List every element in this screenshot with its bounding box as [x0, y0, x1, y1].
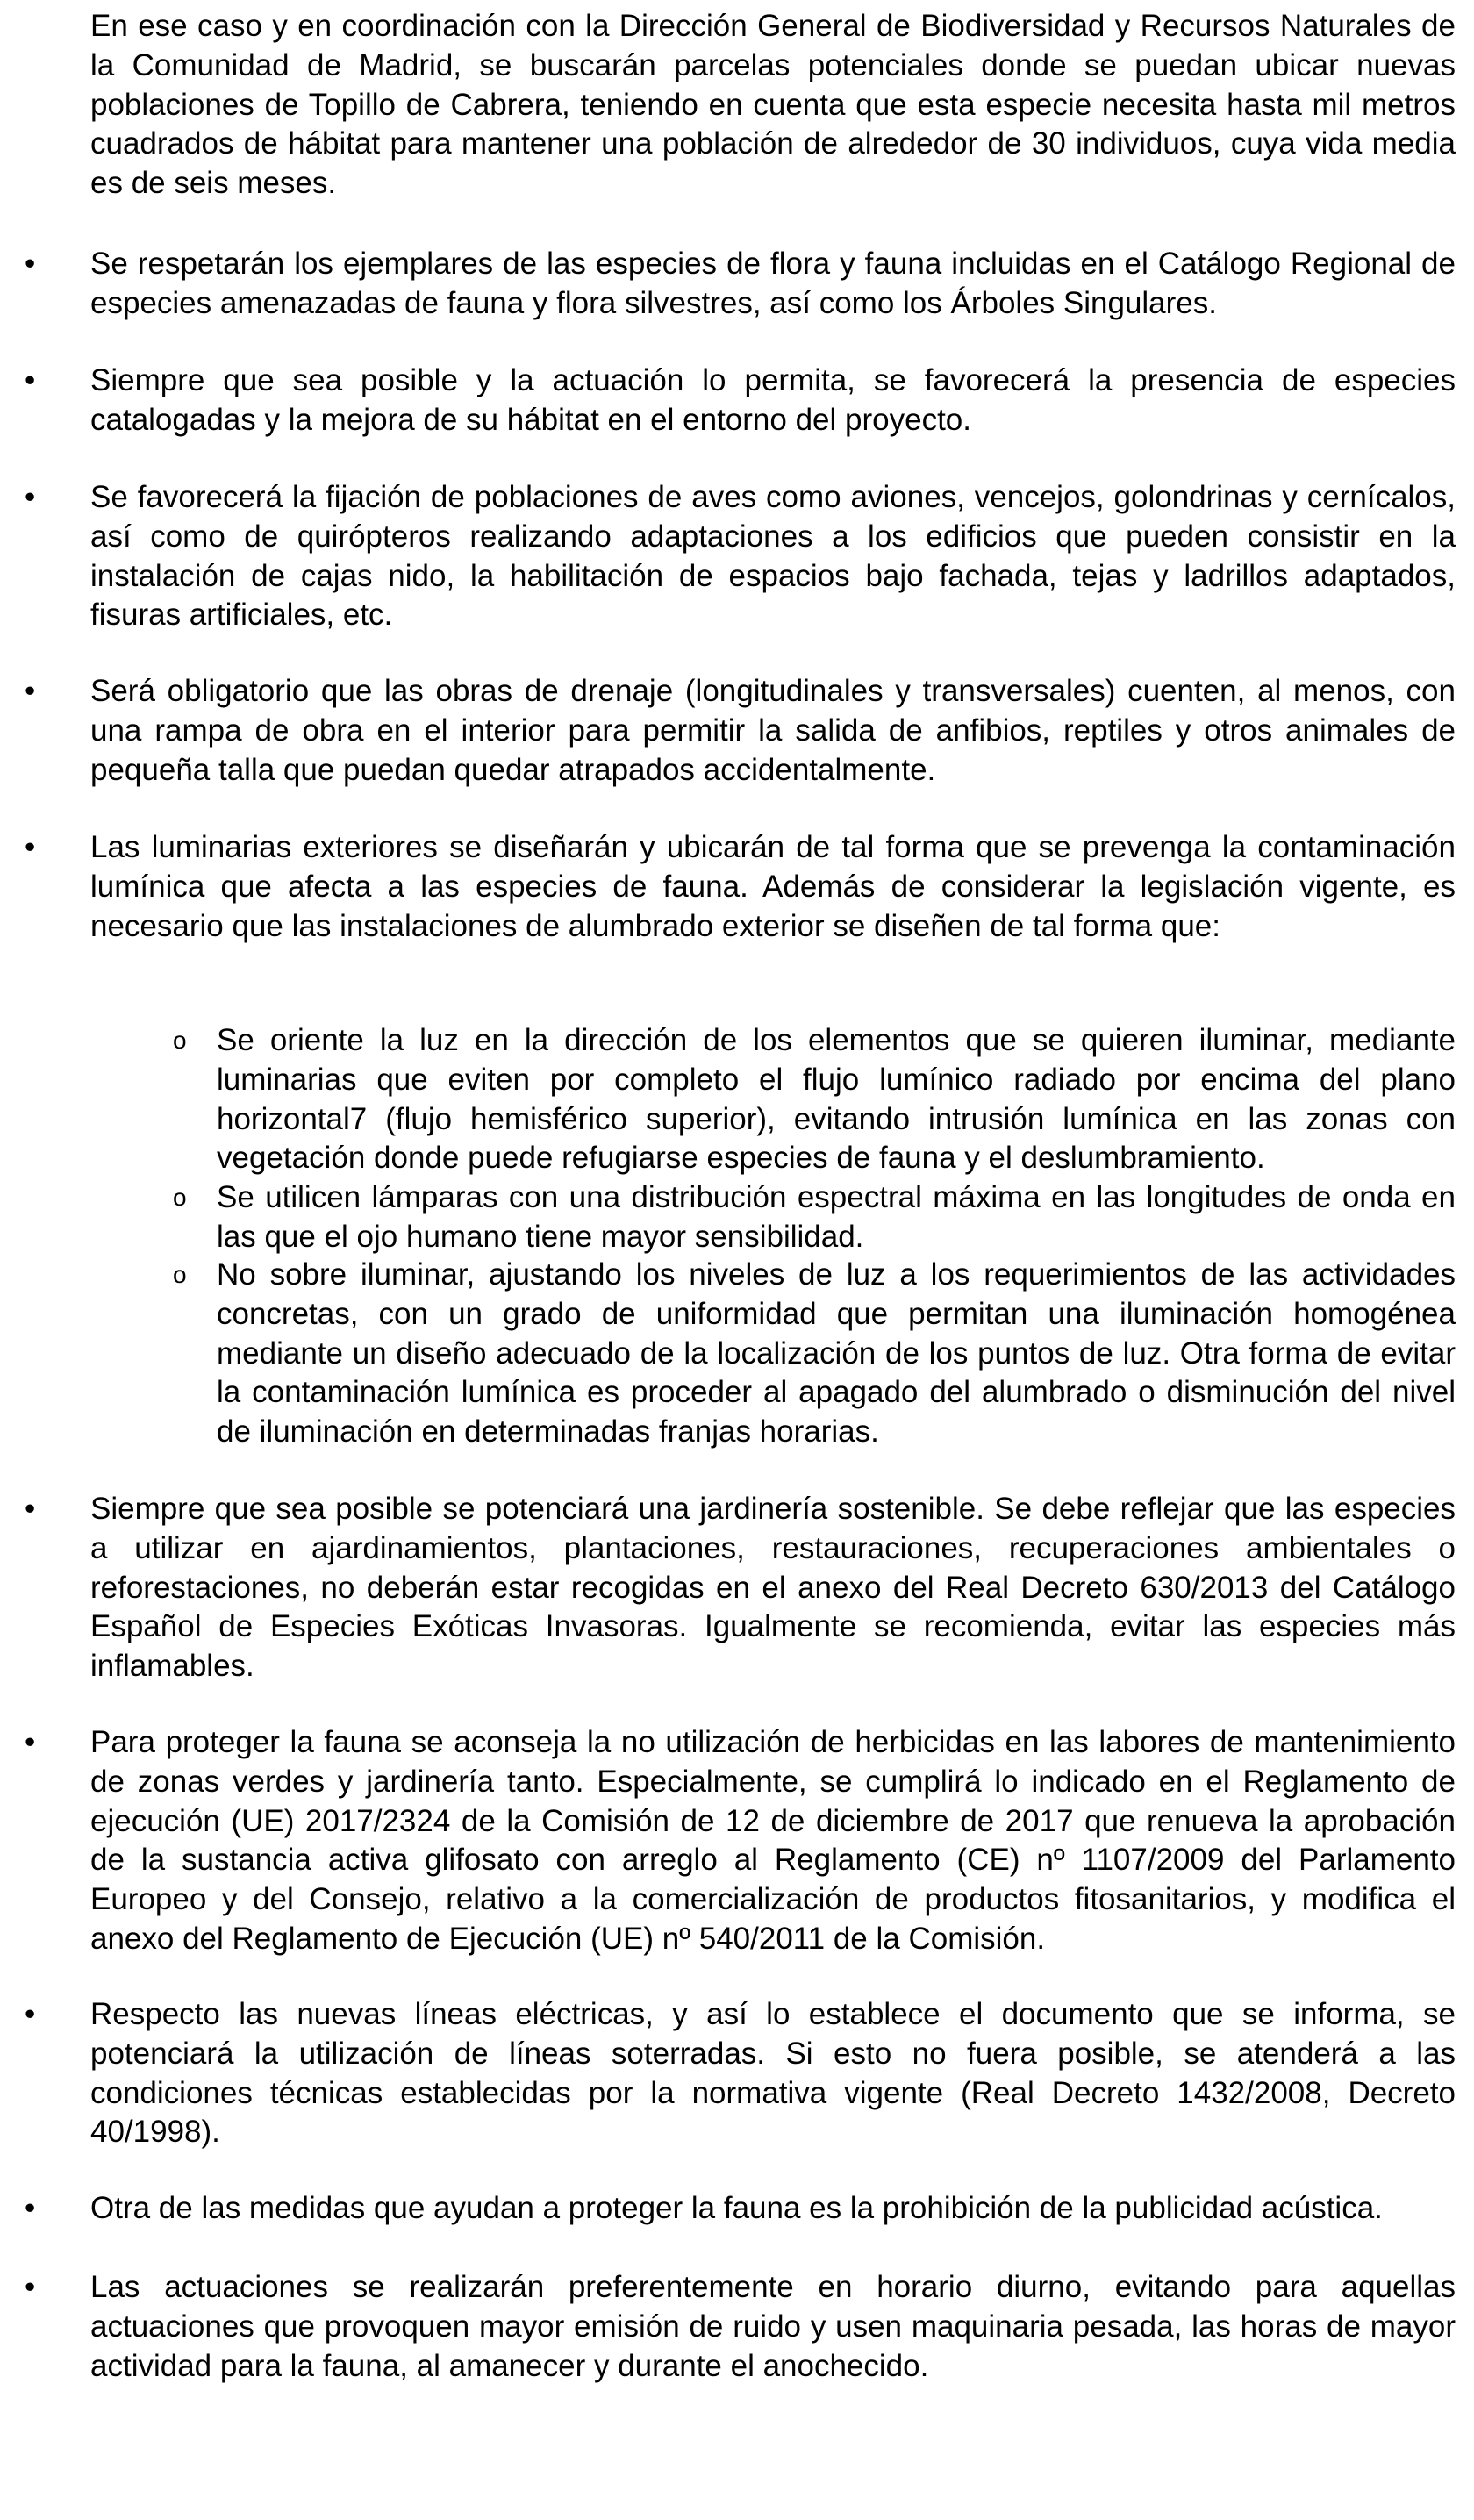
bullet-icon: •: [25, 1725, 36, 1759]
bullet-text: Siempre que sea posible se potenciará una jardinería sostenible. Se debe reflejar que las especies a utilizar en ajardinamientos, plantaciones, restauraciones, recuperaciones ambientales o reforestaciones, no deberán estar recogidas en el anexo del Real Decreto 630/2013 del Catálogo Español de Especies Exóticas Invasoras. Igualmente se recomienda, evitar las especies más inflamables.: [90, 1492, 1456, 1684]
intro-paragraph: En ese caso y en coordinación con la Dirección General de Biodiversidad y Recursos Naturales de la Comunidad de Madrid, se buscarán parcelas potenciales donde se puedan ubicar nuevas poblaciones de Topillo de Cabrera, teniendo en cuenta que esta especie necesita hasta mil metros cuadrados de hábitat para mantener una población de alrededor de 30 individuos, cuya vida media es de seis meses.: [90, 9, 1456, 201]
bullet-icon: •: [25, 830, 36, 864]
bullet-icon: •: [25, 363, 36, 397]
bullet-text: Siempre que sea posible y la actuación lo permita, se favorecerá la presencia de especies catalogadas y la mejora de su hábitat en el entorno del proyecto.: [90, 363, 1456, 437]
bullet-text: Respecto las nuevas líneas eléctricas, y así lo establece el documento que se informa, se potenciará la utilización de líneas soterradas. Si esto no fuera posible, se atenderá a las condiciones técnicas establecidas por la normativa vigente (Real Decreto 1432/2008, Decreto 40/1998).: [90, 1997, 1456, 2150]
sub-bullet-text: Se utilicen lámparas con una distribución espectral máxima en las longitudes de onda en las que el ojo humano tiene mayor sensibilidad.: [217, 1180, 1456, 1254]
bullet-icon: •: [25, 2191, 36, 2225]
bullet-icon: •: [25, 1492, 36, 1526]
bullet-text: Otra de las medidas que ayudan a proteger la fauna es la prohibición de la publicidad acústica.: [90, 2191, 1383, 2225]
bullet-text: Para proteger la fauna se aconseja la no utilización de herbicidas en las labores de mantenimiento de zonas verdes y jardinería tanto. Especialmente, se cumplirá lo indicado en el Reglamento de ejecución (UE) 2017/2324 de la Comisión de 12 de diciembre de 2017 que renueva la aprobación de la sustancia activa glifosato con arreglo al Reglamento (CE) nº 1107/2009 del Parlamento Europeo y del Consejo, relativo a la comercialización de productos fitosanitarios, y modifica el anexo del Reglamento de Ejecución (UE) nº 540/2011 de la Comisión.: [90, 1725, 1456, 1956]
bullet-text: Las actuaciones se realizarán preferentemente en horario diurno, evitando para aquellas actuaciones que provoquen mayor emisión de ruido y usen maquinaria pesada, las horas de mayor actividad para la fauna, al amanecer y durante el anochecido.: [90, 2270, 1456, 2383]
circle-bullet-icon: o: [173, 1261, 187, 1288]
circle-bullet-icon: o: [173, 1184, 187, 1211]
bullet-icon: •: [25, 2270, 36, 2304]
bullet-text: Será obligatorio que las obras de drenaje (longitudinales y transversales) cuenten, al menos, con una rampa de obra en el interior para permitir la salida de anfibios, reptiles y otros animales de pequeña talla que puedan quedar atrapados accidentalmente.: [90, 674, 1456, 787]
bullet-icon: •: [25, 1997, 36, 2031]
circle-bullet-icon: o: [173, 1027, 187, 1054]
bullet-text: Las luminarias exteriores se diseñarán y ubicarán de tal forma que se prevenga la contaminación lumínica que afecta a las especies de fauna. Además de considerar la legislación vigente, es necesario que las instalaciones de alumbrado exterior se diseñen de tal forma que:: [90, 830, 1456, 943]
bullet-text: Se favorecerá la fijación de poblaciones de aves como aviones, vencejos, golondrinas y cernícalos, así como de quirópteros realizando adaptaciones a los edificios que pueden consistir en la instalación de cajas nido, la habilitación de espacios bajo fachada, tejas y ladrillos adaptados, fisuras artificiales, etc.: [90, 480, 1456, 633]
sub-bullet-text: Se oriente la luz en la dirección de los elementos que se quieren iluminar, mediante luminarias que eviten por completo el flujo lumínico radiado por encima del plano horizontal7 (flujo hemisférico superior), evitando intrusión lumínica en las zonas con vegetación donde puede refugiarse especies de fauna y el deslumbramiento.: [217, 1023, 1456, 1176]
bullet-icon: •: [25, 247, 36, 281]
bullet-icon: •: [25, 674, 36, 708]
bullet-text: Se respetarán los ejemplares de las especies de flora y fauna incluidas en el Catálogo Regional de especies amenazadas de fauna y flora silvestres, así como los Árboles Singulares.: [90, 247, 1456, 320]
bullet-icon: •: [25, 480, 36, 514]
sub-bullet-text: No sobre iluminar, ajustando los niveles de luz a los requerimientos de las actividades concretas, con un grado de uniformidad que permitan una iluminación homogénea mediante un diseño adecuado de la localización de los puntos de luz. Otra forma de evitar la contaminación lumínica es proceder al apagado del alumbrado o disminución del nivel de iluminación en determinadas franjas horarias.: [217, 1257, 1456, 1450]
